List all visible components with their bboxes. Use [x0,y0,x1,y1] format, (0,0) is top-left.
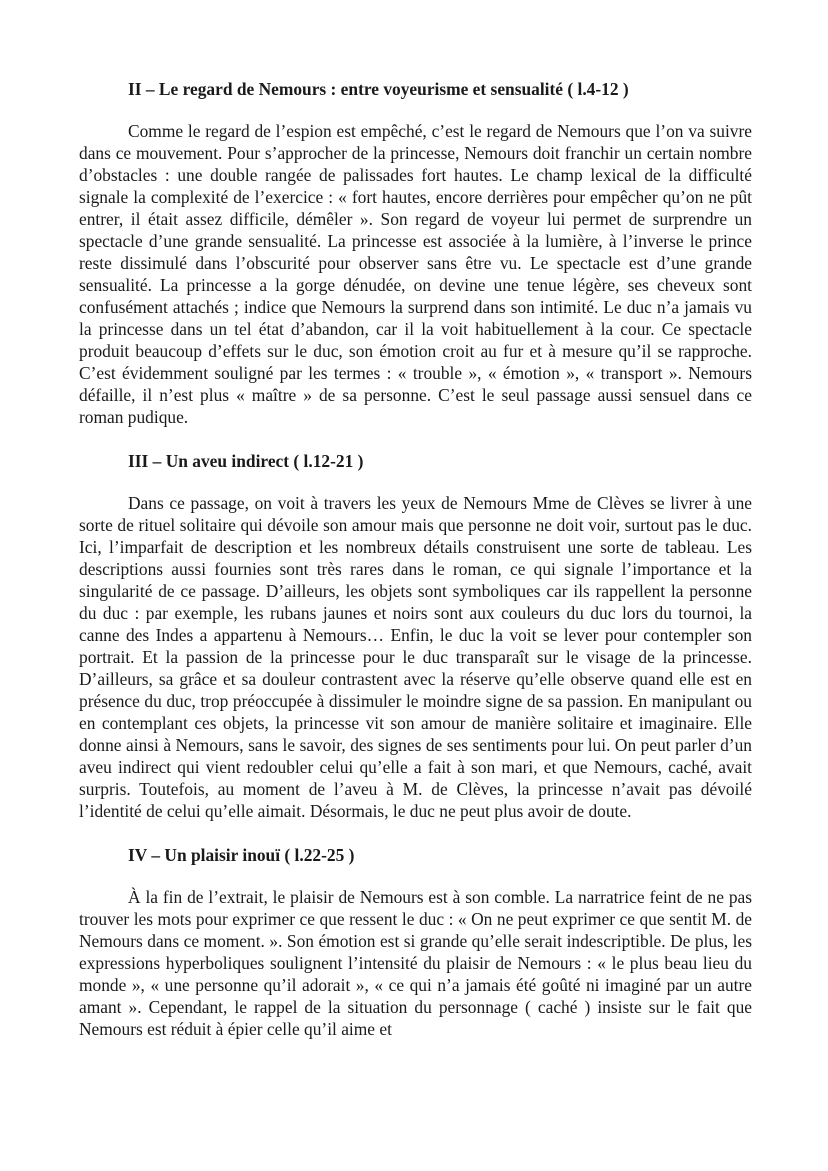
paragraph-aveu: Dans ce passage, on voit à travers les yeux de Nemours Mme de Clèves se livrer à une sorte de rituel solitaire qui dévoile son amour mais que personne ne doit voir, surtout pas le duc. Ici, l’imparfait de description et les nombreux détails construisent une sorte de tableau. Les descriptions aussi fournies sont très rares dans le roman, ce qui signale l’importance et la singularité de ce passage. D’ailleurs, les objets sont symboliques car ils rappellent la personne du duc : par exemple, les rubans jaunes et noirs sont aux couleurs du duc lors du tournoi, la canne des Indes a appartenu à Nemours… Enfin, le duc la voit se lever pour contempler son portrait. Et la passion de la princesse pour le duc transparaît sur le visage de la princesse. D’ailleurs, sa grâce et sa douleur contrastent avec la réserve qu’elle observe quand elle est en présence du duc, trop préoccupée à dissimuler le moindre signe de sa passion. En manipulant ou en contemplant ces objets, la princesse vit son amour de manière solitaire et imaginaire. Elle donne ainsi à Nemours, sans le savoir, des signes de ses sentiments pour lui. On peut parler d’un aveu indirect qui vient redoubler celui qu’elle a fait à son mari, et que Nemours, caché, avait surpris. Toutefois, au moment de l’aveu à M. de Clèves, la princesse n’avait pas dévoilé l’identité de celui qu’elle aimait. Désormais, le duc ne peut plus avoir de doute. [79,493,752,821]
paragraph-regard: Comme le regard de l’espion est empêché, c’est le regard de Nemours que l’on va suivre dans ce mouvement. Pour s’approcher de la princesse, Nemours doit franchir un certain nombre d’obstacles : une double rangée de palissades fort hautes. Le champ lexical de la difficulté signale la complexité de l’exercice : « fort hautes, encore derrières pour empêcher qu’on ne pût entrer, il était assez difficile, démêler ». Son regard de voyeur lui permet de surprendre un spectacle d’une grande sensualité. La princesse est associée à la lumière, à l’inverse le prince reste dissimulé dans l’obscurité pour observer sans être vu. Le spectacle est d’une grande sensualité. La princesse a la gorge dénudée, on devine une tenue légère, ses cheveux sont confusément attachés ; indice que Nemours la surprend dans son intimité. Le duc n’a jamais vu la princesse dans un tel état d’abandon, car il la voit habituellement à la cour. Ce spectacle produit beaucoup d’effets sur le duc, son émotion croit au fur et à mesure qu’il se rapproche. C’est évidemment souligné par les termes : « trouble », « émotion », « transport ». Nemours défaille, il n’est plus « maître » de sa personne. C’est le seul passage aussi sensuel dans ce roman pudique. [79,121,752,427]
section-heading-aveu: III – Un aveu indirect ( l.12-21 ) [128,451,364,471]
section-heading-plaisir: IV – Un plaisir inouï ( l.22-25 ) [128,845,355,865]
paragraph-plaisir: À la fin de l’extrait, le plaisir de Nemours est à son comble. La narratrice feint de ne pas trouver les mots pour exprimer ce que ressent le duc : « On ne peut exprimer ce que sentit M. de Nemours dans ce moment. ». Son émotion est si grande qu’elle serait indescriptible. De plus, les expressions hyperboliques soulignent l’intensité du plaisir de Nemours : « le plus beau lieu du monde », « une personne qu’il adorait », « ce qui n’a jamais été goûté ni imaginé par un autre amant ». Cependant, le rappel de la situation du personnage ( caché ) insiste sur le fait que Nemours est réduit à épier celle qu’il aime et [79,887,752,1039]
section-heading-regard: II – Le regard de Nemours : entre voyeurisme et sensualité ( l.4-12 ) [128,79,629,99]
